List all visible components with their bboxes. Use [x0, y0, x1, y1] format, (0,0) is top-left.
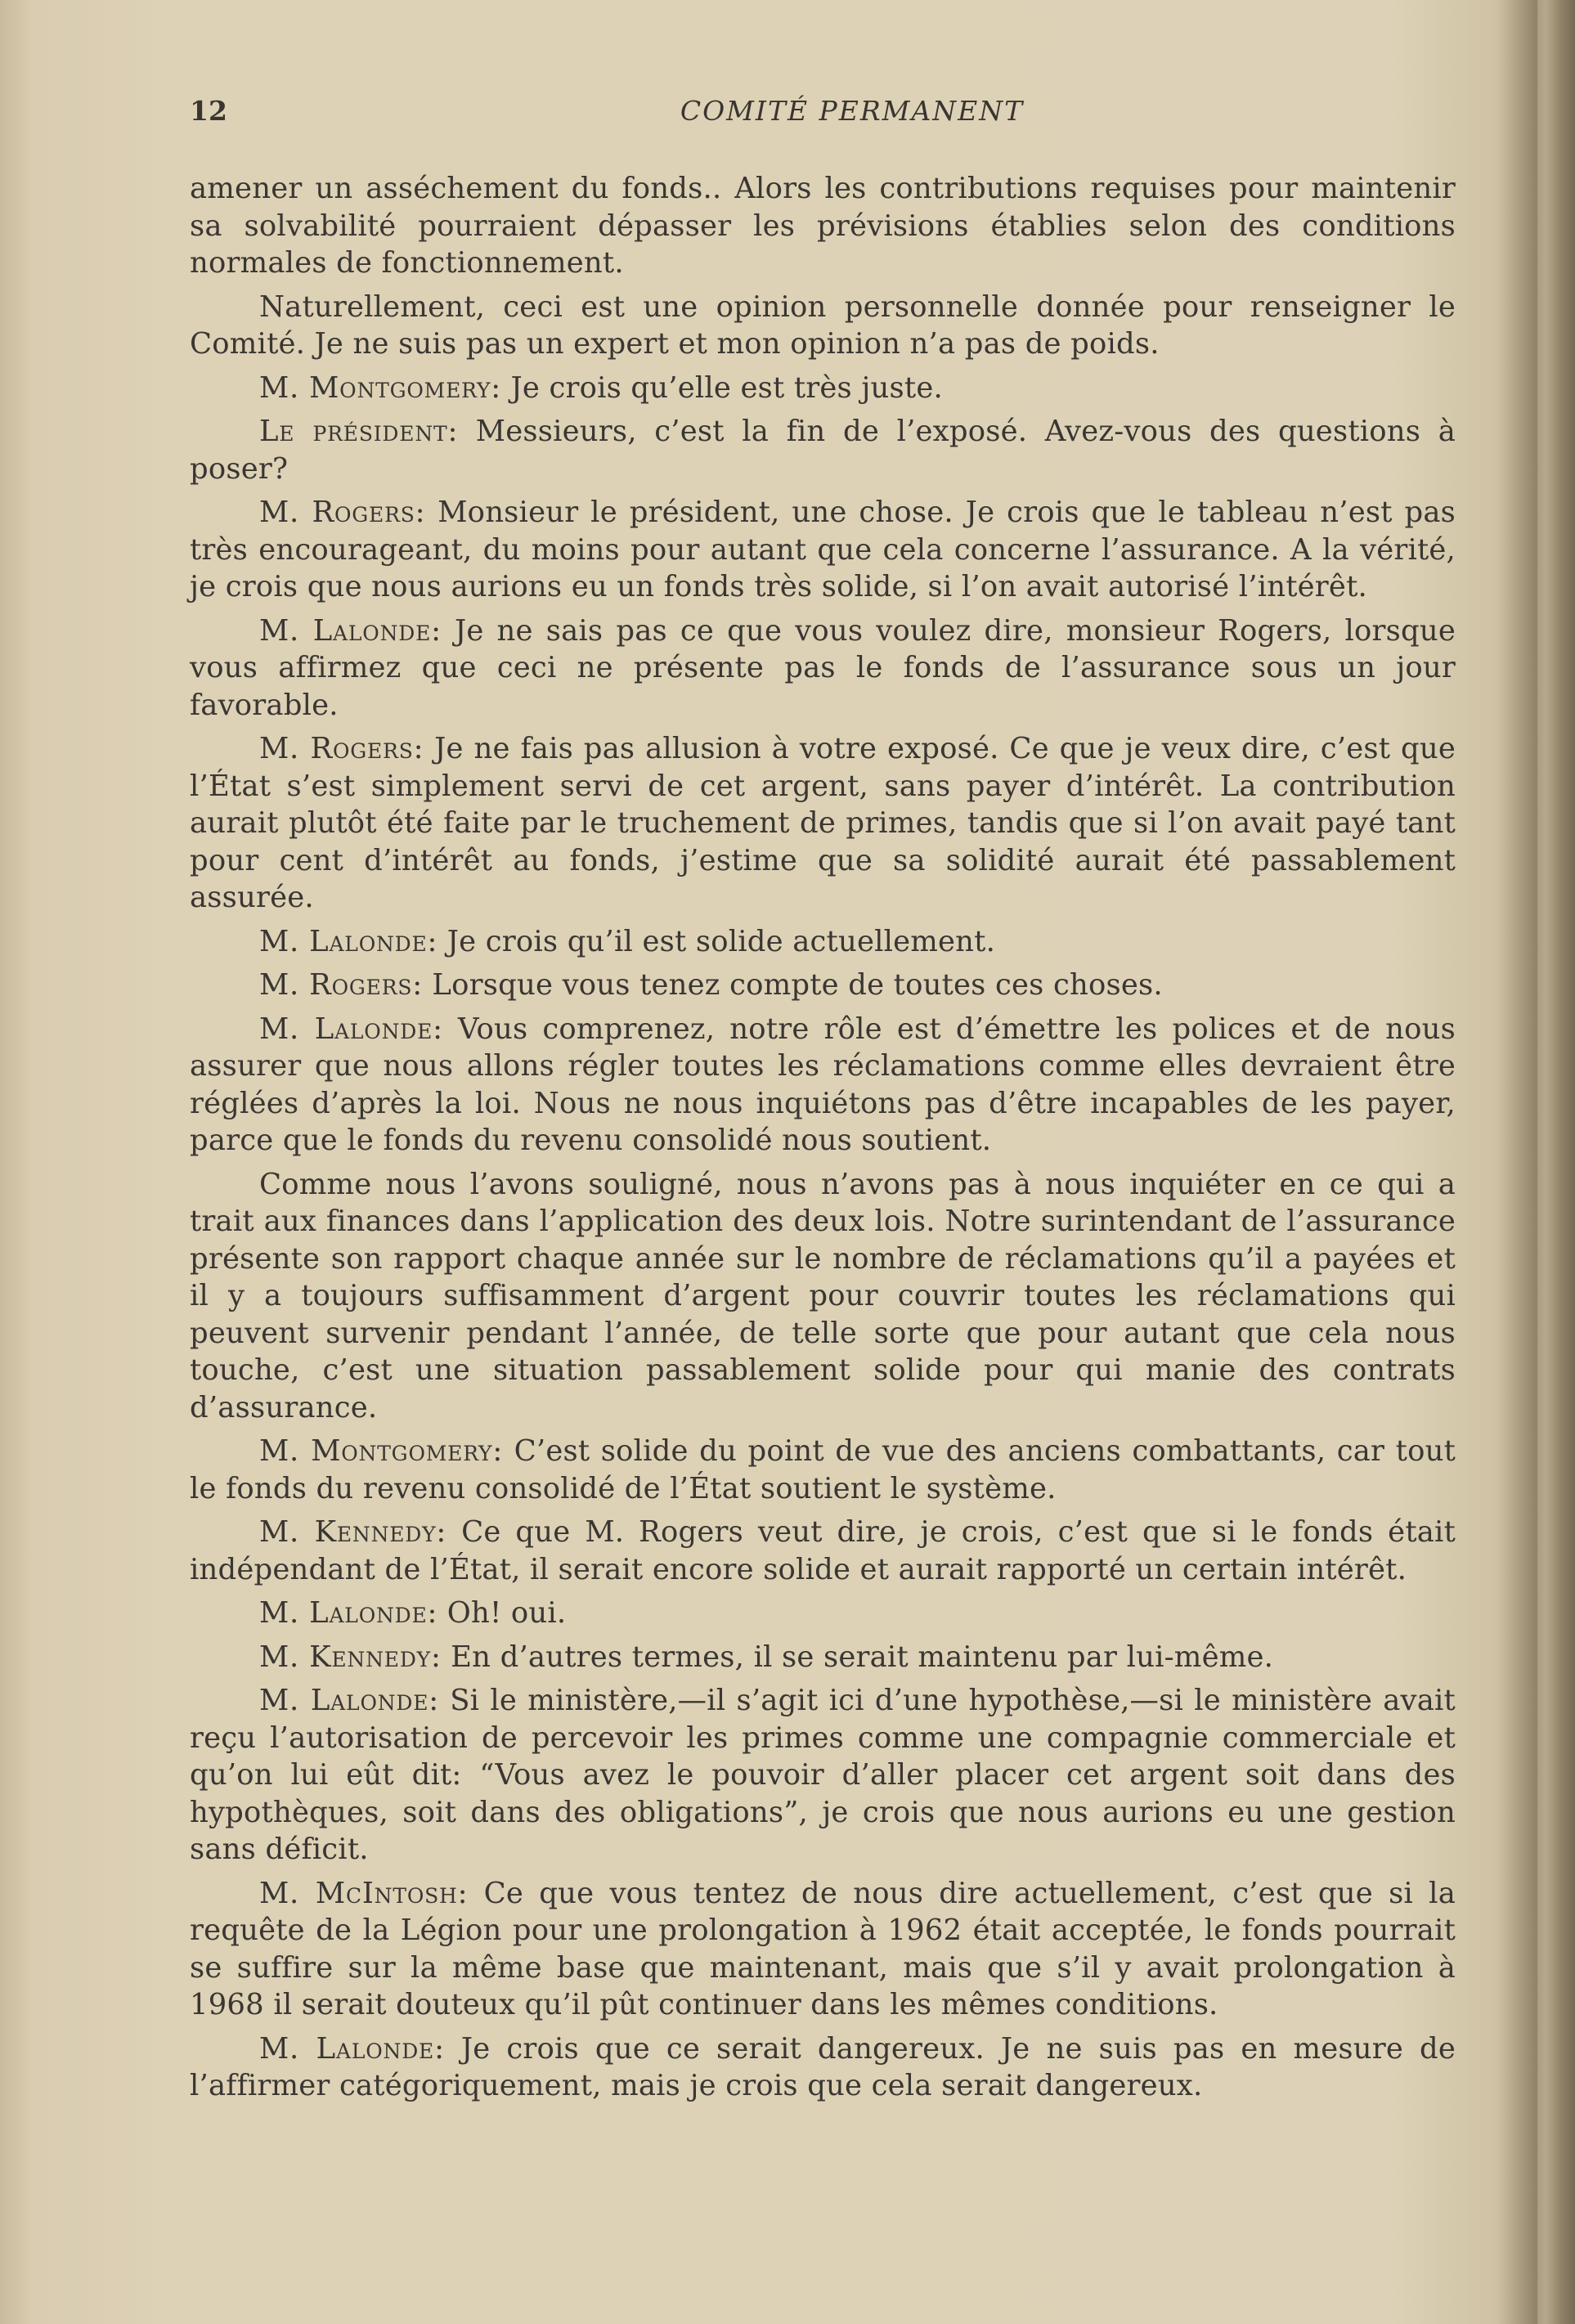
running-title: COMITÉ PERMANENT [680, 95, 1025, 127]
paragraph-text: Monsieur le président, une chose. Je crois que le tableau n’est pas très encourageant, du moins pour autant que cela concerne l’assurance. A la vérité, je crois que nous aurions eu un fonds très solide, si l’on avait autorisé l’intérêt. [190, 496, 1456, 603]
paragraph [190, 1595, 1456, 1632]
speaker-name: M. Lalonde: [259, 613, 442, 648]
paragraph-text: Je ne sais pas ce que vous voulez dire, monsieur Rogers, lorsque vous affirmez que ceci ne présente pas le fonds de l’assurance sous un jour favorable. [190, 613, 1456, 722]
speaker-name: M. Kennedy: [259, 1515, 447, 1549]
paragraph [190, 170, 1456, 282]
paragraph [190, 923, 1456, 961]
speaker-name: Le président: [259, 415, 459, 448]
paragraph-text: Je crois qu’elle est très juste. [501, 370, 943, 405]
paragraph-text: Vous comprenez, notre rôle est d’émettre les polices et de nous assurer que nous allons régler toutes les réclamations comme elles devraient être réglées d’après la loi. Nous ne nous inquiétons pas d’être incapables de les payer, parce que le fonds du revenu consolidé nous soutient. [190, 1012, 1456, 1157]
paragraph [190, 730, 1456, 917]
speaker-name: M. Rogers: [259, 968, 423, 1002]
page-header [190, 95, 1456, 136]
paragraph-text: Oh! oui. [438, 1596, 567, 1630]
paragraph [190, 1682, 1456, 1869]
paragraph-text: Ce que M. Rogers veut dire, je crois, c’est que si le fonds était indépendant de l’État, il serait encore solide et aurait rapporté un certain intérêt. [190, 1515, 1456, 1586]
paragraph [190, 1011, 1456, 1160]
paragraph [190, 1166, 1456, 1427]
paragraph [190, 967, 1456, 1004]
paragraph-text: Je crois que ce serait dangereux. Je ne suis pas en mesure de l’affirmer catégoriquement, mais je crois que cela serait dangereux. [190, 2031, 1456, 2102]
paragraph-text: Lorsque vous tenez compte de toutes ces choses. [422, 968, 1163, 1002]
paragraph-text: Je crois qu’il est solide actuellement. [438, 924, 996, 958]
speaker-name: M. Rogers: [259, 732, 424, 765]
speaker-name: M. Montgomery: [259, 370, 502, 405]
paragraph [190, 612, 1456, 725]
speaker-name: M. Montgomery: [259, 1434, 504, 1468]
paragraph-text: Je ne fais pas allusion à votre exposé. Ce que je veux dire, c’est que l’État s’est simplement servi de cet argent, sans payer d’intérêt. La contribution aurait plutôt été faite par le truchement de primes, tandis que si l’on avait payé tant pour cent d’intérêt au fonds, j’estime que sa solidité aurait été passablement assurée. [190, 732, 1456, 914]
paragraph [190, 413, 1456, 487]
page-number: 12 [190, 95, 227, 127]
speaker-name: M. Lalonde: [259, 2031, 445, 2066]
speaker-name: M. Kennedy: [259, 1640, 442, 1674]
paragraph-text: C’est solide du point de vue des anciens combattants, car tout le fonds du revenu consolidé de l’État soutient le système. [190, 1434, 1456, 1505]
paragraph-text: Messieurs, c’est la fin de l’exposé. Avez-vous des questions à poser? [190, 415, 1456, 486]
paragraph [190, 1433, 1456, 1507]
speaker-name: M. McIntosh: [259, 1876, 469, 1910]
paragraph [190, 494, 1456, 606]
speaker-name: M. Rogers: [259, 496, 426, 529]
paragraph [190, 289, 1456, 363]
paragraph-text: En d’autres termes, il se serait maintenu par lui-même. [441, 1640, 1274, 1674]
paragraph [190, 370, 1456, 407]
speaker-name: M. Lalonde: [259, 1012, 443, 1046]
paragraph [190, 1514, 1456, 1588]
paragraph-text: amener un asséchement du fonds.. Alors les contributions requises pour maintenir sa solvabilité pourraient dépasser les prévisions établies selon des conditions normales de fonctionnement. [190, 172, 1456, 280]
paragraph [190, 1875, 1456, 2024]
speaker-name: M. Lalonde: [259, 1684, 440, 1717]
paragraph-text: Comme nous l’avons souligné, nous n’avons pas à nous inquiéter en ce qui a trait aux finances dans l’application des deux lois. Notre surintendant de l’assurance présente son rapport chaque année sur le nombre de réclamations qu’il a payées et il y a toujours suffisamment d’argent pour couvrir toutes les réclamations qui peuvent survenir pendant l’année, de telle sorte que pour autant que cela nous touche, c’est une situation passablement solide pour qui manie des contrats d’assurance. [190, 1167, 1456, 1424]
paragraph [190, 2030, 1456, 2105]
paragraph-text: Naturellement, ceci est une opinion personnelle donnée pour renseigner le Comité. Je ne suis pas un expert et mon opinion n’a pas de poids. [190, 289, 1456, 361]
paragraph-text: Si le ministère,—il s’agit ici d’une hypothèse,—si le ministère avait reçu l’autorisation de percevoir les primes comme une compagnie commerciale et qu’on lui eût dit: “Vous avez le pouvoir d’aller placer cet argent soit dans des hypothèques, soit dans des obligations”, je crois que nous aurions eu une gestion sans déficit. [190, 1684, 1456, 1866]
paragraph [190, 1639, 1456, 1676]
document-body [190, 170, 1456, 2111]
speaker-name: M. Lalonde: [259, 924, 438, 958]
paragraph-text: Ce que vous tentez de nous dire actuellement, c’est que si la requête de la Légion pour une prolongation à 1962 était acceptée, le fonds pourrait se suffire sur la même base que maintenant, mais que s’il y avait prolongation à 1968 il serait douteux qu’il pût continuer dans les mêmes conditions. [190, 1876, 1456, 2021]
page-edge [1537, 0, 1575, 2324]
speaker-name: M. Lalonde: [259, 1596, 438, 1630]
